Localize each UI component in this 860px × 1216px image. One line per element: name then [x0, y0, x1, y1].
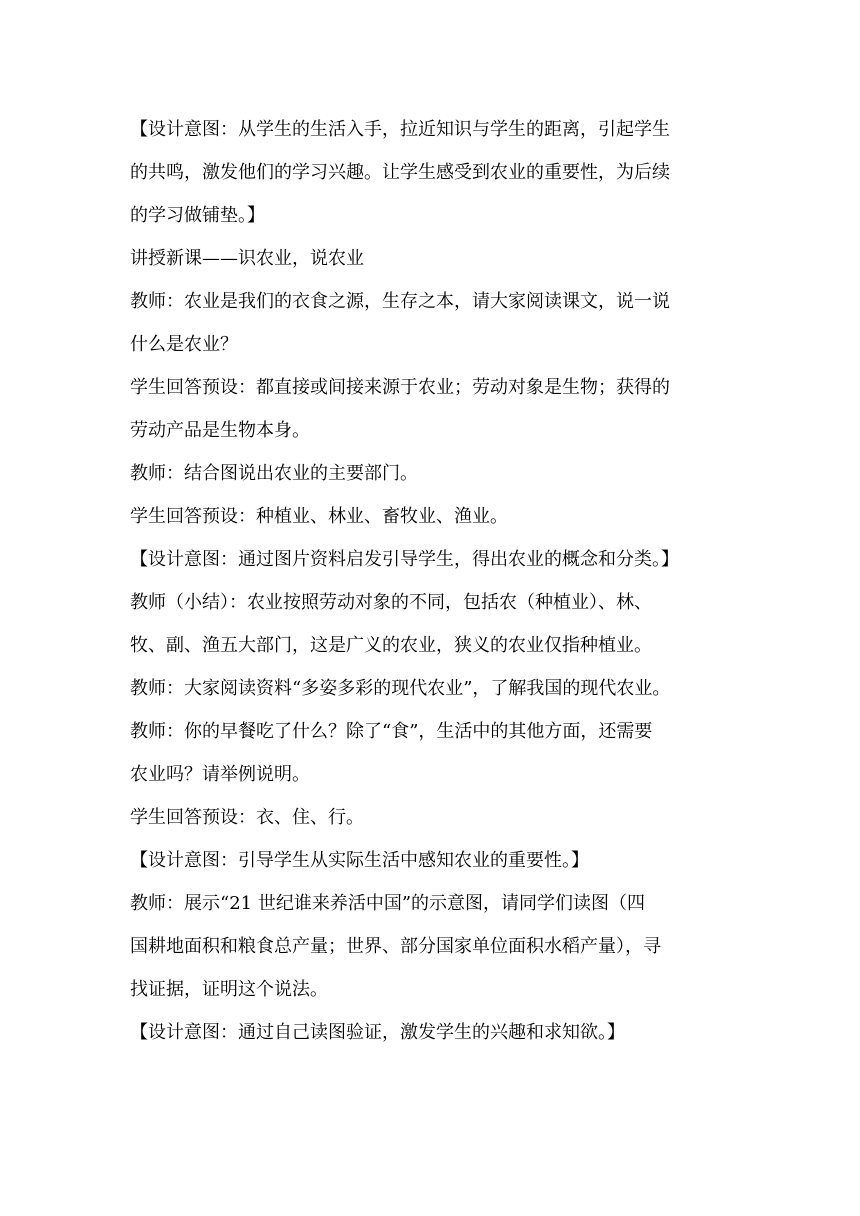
text-line: 【设计意图：从学生的生活入手，拉近知识与学生的距离，引起学生	[130, 119, 670, 140]
text-line: 教师（小结）：农业按照劳动对象的不同，包括农（种植业）、林、	[130, 592, 652, 613]
design-intent-4	[130, 1011, 740, 1054]
text-line: 的学习做铺垫。】	[130, 205, 265, 226]
design-intent-2	[130, 538, 740, 581]
text-line: 学生回答预设：都直接或间接来源于农业；劳动对象是生物；获得的	[130, 377, 670, 398]
text-line: 牧、副、渔五大部门，这是广义的农业，狭义的农业仅指种植业。	[130, 635, 652, 656]
text-line: 劳动产品是生物本身。	[130, 420, 310, 441]
text-line: 国耕地面积和粮食总产量；世界、部分国家单位面积水稻产量），寻	[130, 936, 661, 957]
text-line: 的共鸣，激发他们的学习兴趣。让学生感受到农业的重要性，为后续	[130, 162, 670, 183]
text-line: 【设计意图：通过图片资料启发引导学生，得出农业的概念和分类。】	[130, 549, 679, 570]
text-line: 学生回答预设：衣、住、行。	[130, 807, 364, 828]
text-line: 【设计意图：通过自己读图验证，激发学生的兴趣和求知欲。】	[130, 1022, 625, 1043]
text-line: 学生回答预设：种植业、林业、畜牧业、渔业。	[130, 506, 508, 527]
design-intent-3	[130, 839, 740, 882]
teacher-summary	[130, 581, 740, 667]
student-answer-1	[130, 366, 740, 452]
text-line: 什么是农业？	[130, 334, 238, 355]
text-line: 教师：展示“21 世纪谁来养活中国”的示意图，请同学们读图（四	[130, 893, 646, 914]
text-line: 农业吗？请举例说明。	[130, 764, 310, 785]
teacher-question-4	[130, 882, 740, 1011]
teacher-question-3	[130, 710, 740, 796]
text-line: 教师：大家阅读资料“多姿多彩的现代农业”，了解我国的现代农业。	[130, 678, 671, 699]
student-answer-2	[130, 495, 740, 538]
document-page	[130, 108, 740, 1054]
student-answer-3	[130, 796, 740, 839]
teacher-reading	[130, 667, 740, 710]
teacher-question-1	[130, 280, 740, 366]
section-heading	[130, 237, 740, 280]
text-line: 教师：结合图说出农业的主要部门。	[130, 463, 418, 484]
text-line: 找证据，证明这个说法。	[130, 979, 328, 1000]
text-line: 教师：农业是我们的衣食之源，生存之本，请大家阅读课文，说一说	[130, 291, 670, 312]
design-intent-1	[130, 108, 740, 237]
text-line: 讲授新课——识农业，说农业	[130, 248, 364, 269]
teacher-question-2	[130, 452, 740, 495]
text-line: 【设计意图：引导学生从实际生活中感知农业的重要性。】	[130, 850, 589, 871]
text-line: 教师：你的早餐吃了什么？除了“食”，生活中的其他方面，还需要	[130, 721, 653, 742]
